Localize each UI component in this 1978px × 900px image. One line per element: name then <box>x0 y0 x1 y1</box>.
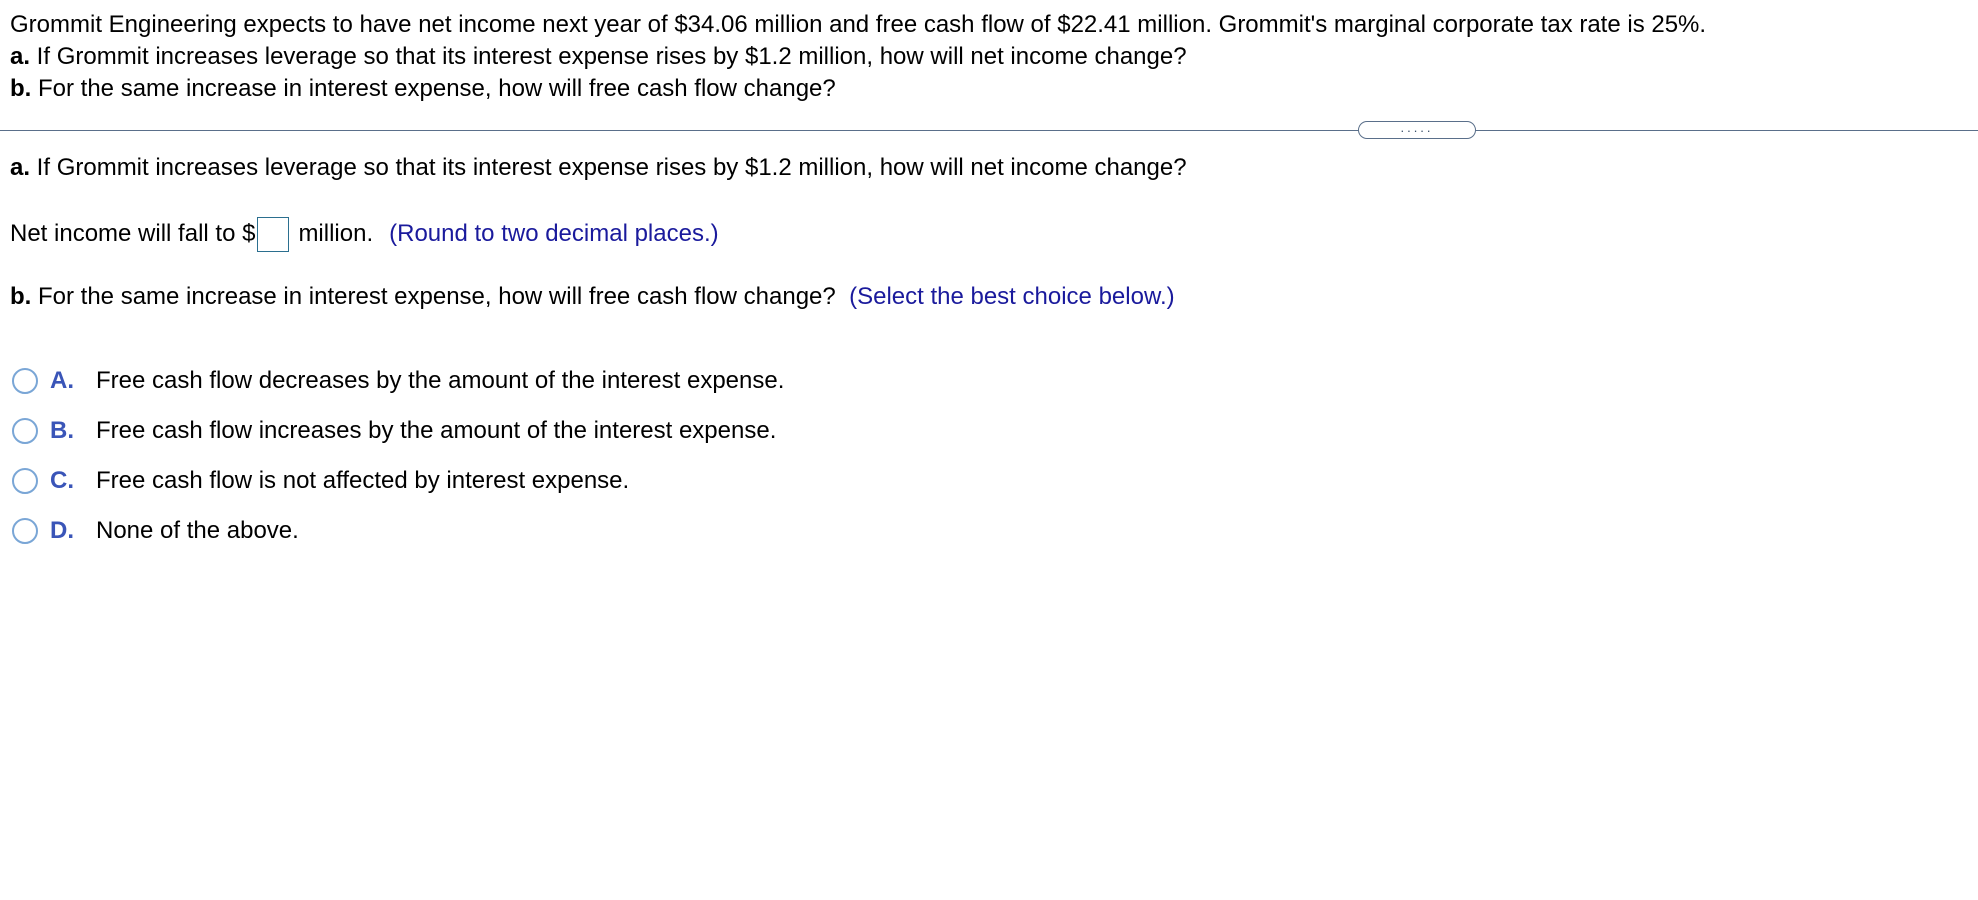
question-b-label: b. <box>10 283 32 310</box>
answer-a-prefix: Net income will fall to $ <box>10 220 256 247</box>
question-a <box>10 152 1187 184</box>
choice-b-letter: B. <box>50 417 74 444</box>
problem-part-b-text: For the same increase in interest expense, how will free cash flow change? <box>31 75 836 102</box>
radio-b-icon[interactable] <box>12 418 38 444</box>
choice-a[interactable] <box>12 356 784 406</box>
question-b <box>10 281 1175 313</box>
choice-d-letter: D. <box>50 517 74 544</box>
radio-c-icon[interactable] <box>12 468 38 494</box>
choice-d[interactable] <box>12 506 784 556</box>
answer-a-suffix: million. <box>298 220 374 247</box>
problem-part-a-text: If Grommit increases leverage so that its interest expense rises by $1.2 million, how will net income change? <box>30 43 1187 70</box>
answer-a-hint: (Round to two decimal places.) <box>389 220 719 247</box>
expand-problem-button[interactable] <box>1358 121 1476 139</box>
problem-part-b-label: b. <box>10 75 32 102</box>
radio-a-icon[interactable] <box>12 368 38 394</box>
choice-list <box>12 356 784 556</box>
problem-part-b <box>10 73 1960 105</box>
section-divider <box>0 130 1978 131</box>
problem-statement <box>10 9 1960 105</box>
choice-a-letter: A. <box>50 367 74 394</box>
radio-d-icon[interactable] <box>12 518 38 544</box>
problem-part-a-label: a. <box>10 43 31 70</box>
question-b-hint: (Select the best choice below.) <box>849 283 1175 310</box>
problem-part-a <box>10 41 1960 73</box>
problem-intro: Grommit Engineering expects to have net income next year of $34.06 million and free cash flow of $22.41 million. Grommit's marginal corporate tax rate is 25%. <box>10 11 1707 38</box>
choice-c[interactable] <box>12 456 784 506</box>
choice-b[interactable] <box>12 406 784 456</box>
choice-b-text: Free cash flow increases by the amount of the interest expense. <box>96 417 777 444</box>
question-b-text: For the same increase in interest expense, how will free cash flow change? <box>31 283 836 310</box>
ellipsis-icon: ..... <box>1400 120 1434 135</box>
question-a-label: a. <box>10 154 31 181</box>
question-a-text: If Grommit increases leverage so that its interest expense rises by $1.2 million, how will net income change? <box>30 154 1187 181</box>
choice-d-text: None of the above. <box>96 517 299 544</box>
net-income-answer-input[interactable] <box>257 217 289 252</box>
choice-c-letter: C. <box>50 467 74 494</box>
choice-c-text: Free cash flow is not affected by interest expense. <box>96 467 630 494</box>
answer-a-row <box>10 216 719 252</box>
choice-a-text: Free cash flow decreases by the amount of the interest expense. <box>96 367 785 394</box>
